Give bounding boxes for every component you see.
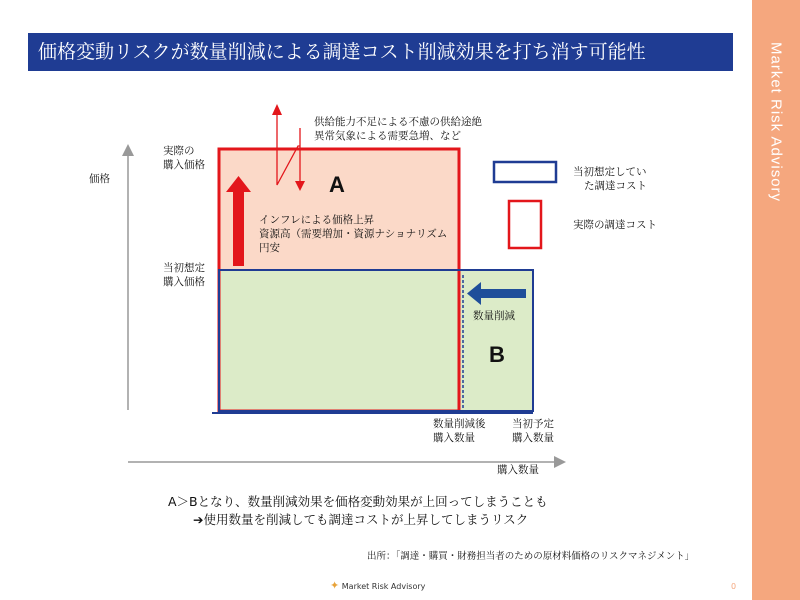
actual-price-label-line1: 実際の <box>163 145 195 157</box>
region-b-label: B <box>489 342 505 367</box>
sidebar-title-text: Market Risk Advisory <box>767 42 785 203</box>
supply-shock-note-line2: 異常気象による需要急増、など <box>314 130 461 142</box>
planned-qty-label-line1: 当初予定 <box>512 418 554 430</box>
planned-qty-label-line2: 購入数量 <box>512 432 554 444</box>
shock-arrow-up-head <box>272 104 282 115</box>
inflation-note-line1: インフレによる価格上昇 <box>259 214 375 226</box>
inflation-note <box>259 213 447 255</box>
page-title: 価格変動リスクが数量削減による調達コスト削減効果を打ち消す可能性 <box>38 41 646 63</box>
source-note: 出所：「調達・購買・財務担当者のための原材料価格のリスクマネジメント」 <box>367 551 695 562</box>
qty-arrow-shaft <box>479 289 526 298</box>
reduced-qty-label-line1: 数量削減後 <box>433 418 486 430</box>
y-axis-label: 価格 <box>89 173 110 185</box>
qty-reduction-label: 数量削減 <box>473 310 515 322</box>
supply-shock-note <box>314 115 482 143</box>
inflation-note-line2: 資源高（需要増加・資源ナショナリズム <box>259 228 448 240</box>
actual-price-label <box>163 144 205 172</box>
inflation-note-line3: 円安 <box>259 242 280 254</box>
initial-price-label-line1: 当初想定 <box>163 262 205 274</box>
logo-star-icon: ✦ <box>330 579 340 592</box>
conclusion-line1: A＞Bとなり、数量削減効果を価格変動効果が上回ってしまうことも <box>168 494 548 509</box>
footer-logo <box>330 579 425 592</box>
legend-actual-box <box>509 201 541 248</box>
legend-initial-label <box>573 165 647 193</box>
footer-logo-text: Market Risk Advisory <box>341 582 426 591</box>
reduced-qty-label-line2: 購入数量 <box>433 432 475 444</box>
planned-qty-label <box>512 417 554 445</box>
x-axis-label: 購入数量 <box>497 464 539 476</box>
supply-shock-note-line1: 供給能力不足による不慮の供給途絶 <box>314 116 482 128</box>
initial-price-label-line2: 購入価格 <box>163 276 205 288</box>
actual-price-label-line2: 購入価格 <box>163 159 205 171</box>
legend-initial-line2: た調達コスト <box>584 180 647 192</box>
legend-initial-line1: 当初想定してい <box>573 166 647 178</box>
region-a-label: A <box>329 172 345 197</box>
legend-actual-label: 実際の調達コスト <box>573 219 657 231</box>
reduced-qty-label <box>433 417 486 445</box>
legend-initial-box <box>494 162 556 182</box>
initial-price-label <box>163 261 205 289</box>
page-number: 0 <box>731 582 737 591</box>
conclusion-line2: ➔使用数量を削減しても調達コストが上昇してしまうリスク <box>193 512 529 527</box>
inflation-arrow-shaft <box>233 190 244 266</box>
